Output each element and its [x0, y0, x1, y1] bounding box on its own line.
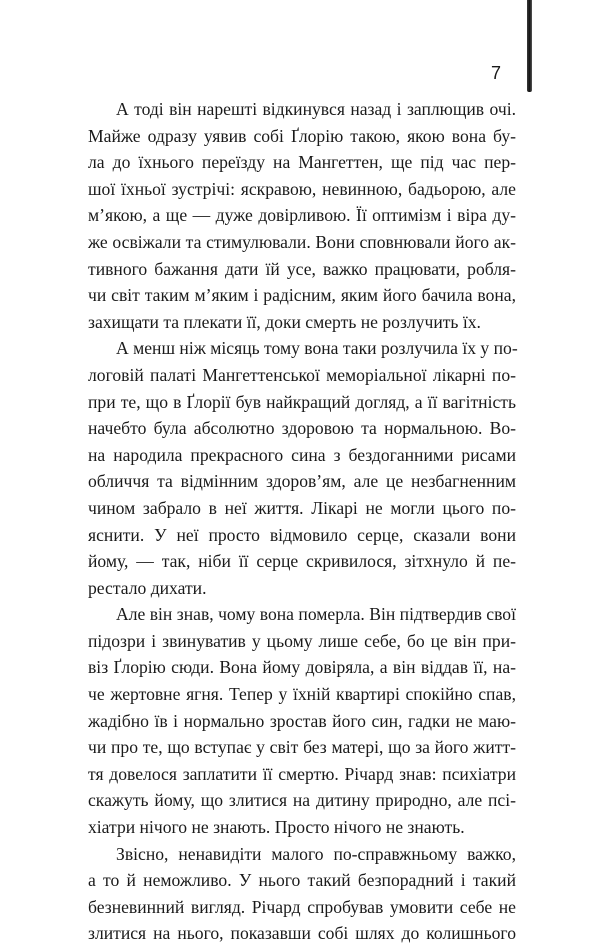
text-line: тя довелося заплатити її смертю. Річард знав: психіатри	[88, 763, 516, 784]
text-line: підозри і звинуватив у цьому лише себе, бо це він при-	[88, 630, 516, 651]
text-line: шої їхньої зустрічі: яскравою, невинною, бадьорою, але	[88, 178, 516, 199]
text-line: хіатри нічого не знають. Просто нічого не знають.	[88, 817, 465, 838]
text-line: віз Ґлорію сюди. Вона йому довіряла, а він віддав її, на-	[88, 657, 516, 678]
text-line: при те, що в Ґлорії був найкращий догляд, а її вагітність	[88, 391, 516, 412]
text-line: жадібно їв і нормально зростав його син, гадки не маю-	[88, 710, 516, 731]
text-line: злитися на нього, показавши собі шлях до колишнього	[88, 923, 516, 944]
text-line: захищати та плекати її, доки смерть не розлучить їх.	[88, 311, 481, 332]
text-line: Звісно, ненавидіти малого по-справжньому важко,	[116, 843, 516, 864]
text-line: чином забрало в неї життя. Лікарі не могли цього по-	[88, 497, 516, 518]
body-text	[88, 96, 516, 947]
text-line: а то й неможливо. У нього такий безпорадний і такий	[88, 870, 516, 891]
text-line: на народила прекрасного сина з бездоганними рисами	[88, 444, 516, 465]
page-edge-mark	[527, 0, 532, 92]
text-line: же освіжали та стимулювали. Вони сповнювали його ак-	[88, 231, 516, 252]
text-line: чи про те, що вступає у світ без матері, що за його житт-	[88, 737, 516, 758]
text-line: А менш ніж місяць тому вона таки розлучила їх у по-	[116, 338, 518, 359]
text-line: логовій палаті Мангеттенської меморіальної лікарні по-	[88, 364, 516, 385]
page-number: 7	[490, 63, 501, 83]
text-line: начебто була абсолютно здоровою та нормальною. Во-	[88, 418, 516, 439]
text-line: йому, — так, ніби її серце скривилося, зітхнуло й пе-	[88, 551, 516, 572]
text-line: яснити. У неї просто відмовило серце, сказали вони	[88, 524, 516, 545]
text-line: Але він знав, чому вона померла. Він підтвердив свої	[116, 604, 516, 625]
text-line: рестало дихати.	[88, 577, 207, 598]
text-line: тивного бажання дати їй усе, важко працювати, робля-	[88, 258, 516, 279]
text-line: А тоді він нарешті відкинувся назад і заплющив очі.	[116, 99, 516, 119]
text-line: Майже одразу уявив собі Ґлорію такою, якою вона бу-	[88, 125, 516, 146]
text-line: чи світ таким м’яким і радісним, яким його бачила вона,	[88, 285, 516, 306]
text-line: че жертовне ягня. Тепер у їхній квартирі спокійно спав,	[88, 684, 516, 705]
text-line: м’якою, а ще — дуже довірливою. Її оптимізм і віра ду-	[88, 205, 516, 226]
text-line: скажуть йому, що злитися на дитину природно, але псі-	[88, 790, 516, 811]
text-line: безневинний вигляд. Річард спробував умовити себе не	[88, 896, 516, 917]
text-line: обличчя та відмінним здоров’ям, але це незбагненним	[88, 471, 516, 492]
text-line: ла до їхнього переїзду на Мангеттен, ще під час пер-	[88, 152, 516, 173]
